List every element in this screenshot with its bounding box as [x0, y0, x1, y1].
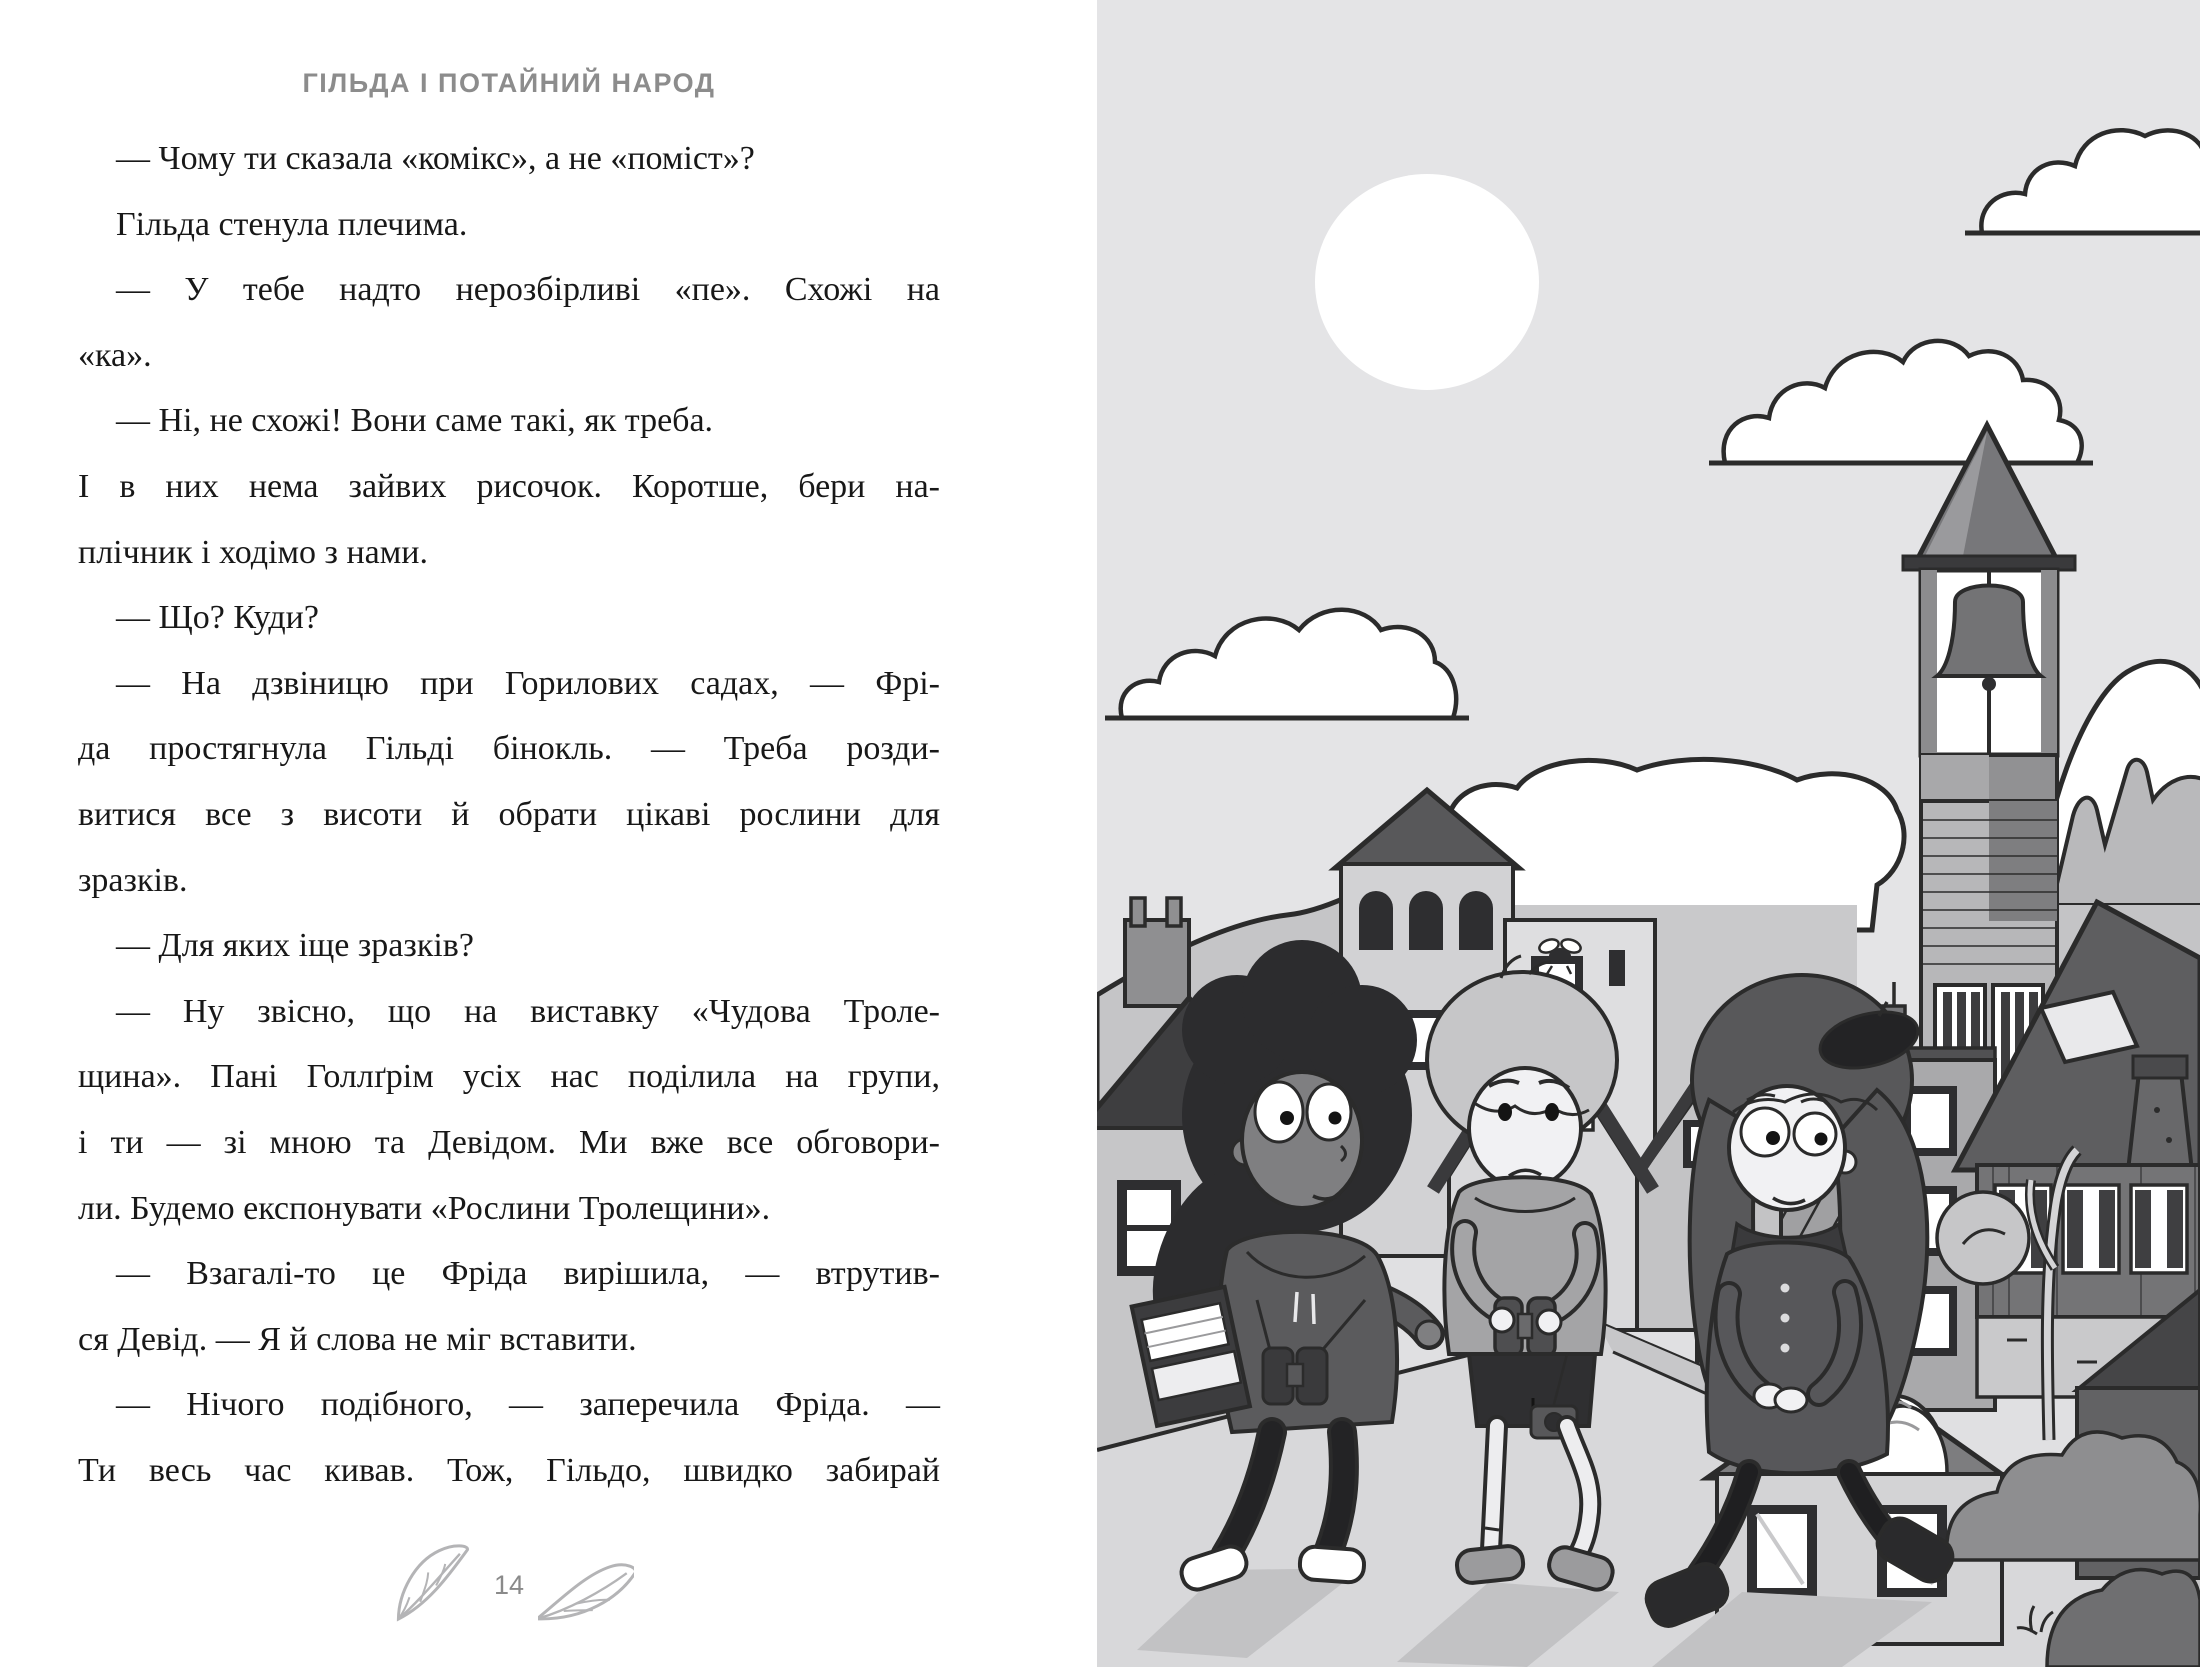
text-line: І в них нема зайвих рисочок. Коротше, бери на-: [78, 467, 940, 505]
text-line: плічник і ходімо з нами.: [78, 533, 428, 571]
body-text: [78, 126, 940, 1503]
illustration: [1097, 0, 2200, 1667]
text-line: да простягнула Гільді бінокль. — Треба розди-: [78, 730, 940, 768]
text-line: — На дзвіницю при Горилових садах, — Фрі-: [116, 664, 940, 702]
running-header: ГІЛЬДА І ПОТАЙНИЙ НАРОД: [302, 68, 716, 98]
shoe: [1299, 1546, 1365, 1583]
text-line: щина». Пані Голлґрім усіх нас поділила на групи,: [78, 1058, 940, 1096]
feather-icon: [538, 1550, 634, 1642]
page-footer: [78, 1528, 940, 1642]
text-line: — Взагалі-то це Фріда вирішила, — втрутив-: [116, 1255, 940, 1293]
text-line: — Для яких іще зразків?: [116, 927, 474, 965]
tree: [1937, 1192, 2029, 1284]
text-line: Ти весь час кивав. Тож, Гільдо, швидко забирай: [78, 1451, 940, 1489]
text-line: — Нічого подібного, — заперечила Фріда. —: [116, 1386, 940, 1424]
text-line: ся Девід. — Я й слова не міг вставити.: [78, 1320, 637, 1358]
text-line: зразків.: [78, 861, 188, 899]
text-line: Гільда стенула плечима.: [116, 205, 468, 243]
text-line: — Чому ти сказала «комікс», а не «поміст»?: [116, 140, 755, 177]
illustration-page: [1097, 0, 2200, 1667]
shoe: [1456, 1545, 1525, 1585]
text-line: — У тебе надто нерозбірливі «пе». Схожі на: [116, 271, 940, 309]
text-line: — Ні, не схожі! Вони саме такі, як треба.: [116, 402, 714, 440]
page-number: 14: [493, 1569, 525, 1600]
text-line: — Що? Куди?: [116, 599, 319, 637]
text-line: витися все з висоти й обрати цікаві рослини для: [78, 795, 940, 833]
text-line: і ти — зі мною та Девідом. Ми вже все обговори-: [78, 1123, 940, 1161]
text-line: ли. Будемо експонувати «Рослини Тролещини».: [78, 1189, 771, 1227]
sun: [1315, 174, 1539, 390]
text-line: «ка».: [78, 336, 152, 374]
text-line: — Ну звісно, що на виставку «Чудова Троле-: [116, 992, 940, 1030]
feather-icon: [384, 1542, 480, 1628]
